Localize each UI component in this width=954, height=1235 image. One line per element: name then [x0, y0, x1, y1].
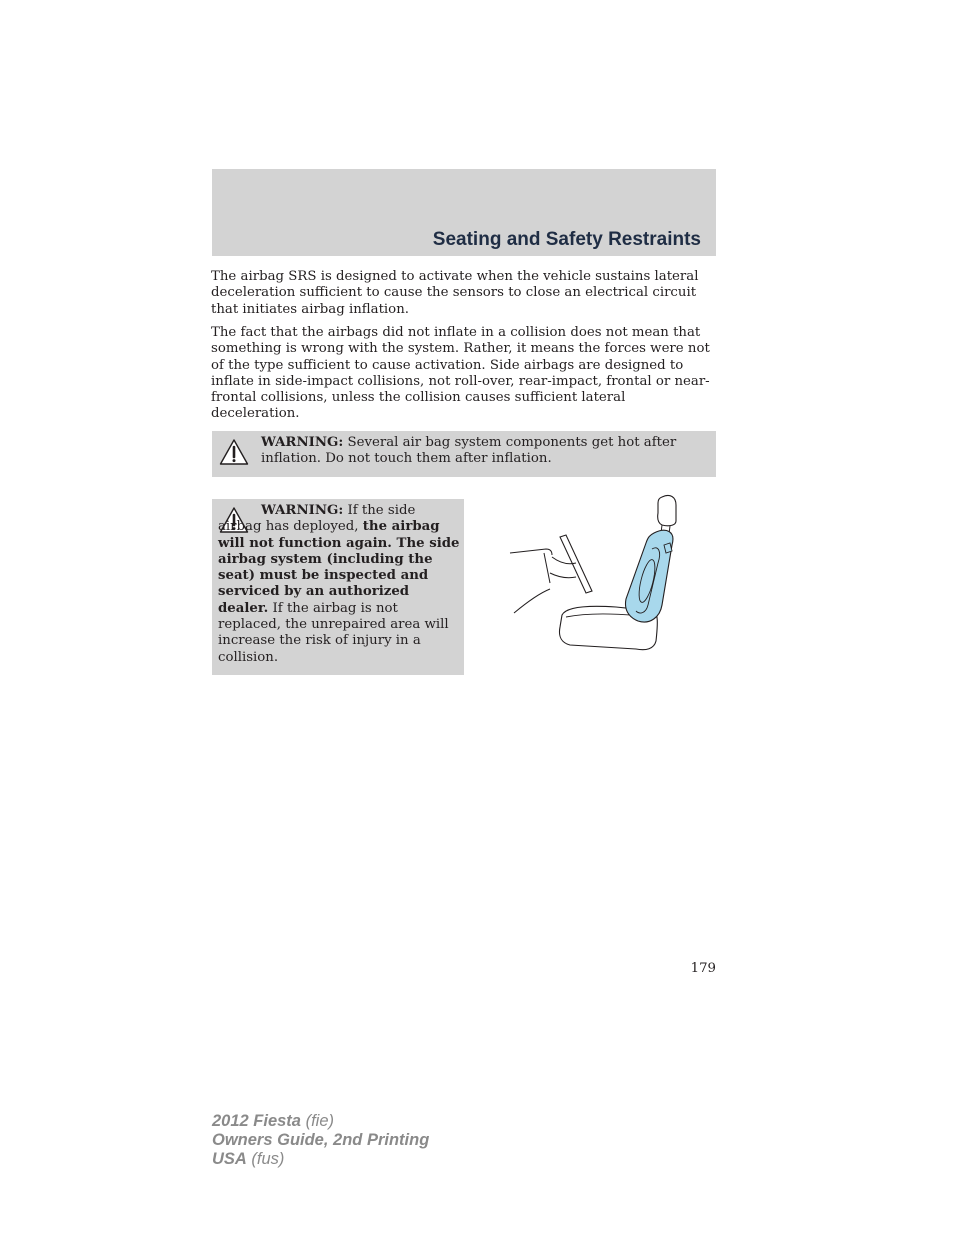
warning-label: WARNING: — [261, 435, 344, 450]
body-paragraph: The airbag SRS is designed to activate when the vehicle sustains lateral deceleration sufficient to cause the sensors to close an electrical circuit that initiates airbag inflation. — [211, 269, 699, 317]
footer-line: 2012 Fiesta (fie) — [212, 1112, 334, 1130]
page-number: 179 — [690, 961, 716, 976]
section-title: Seating and Safety Restraints — [432, 229, 701, 250]
warning-text: WARNING: If the side airbag has deployed, the airbag will not function again. The side airbag system (including the seat) must be inspected and serviced by an authorized dealer. If the airbag is not replaced, the unrepaired area will increase the risk of injury in a collision. — [218, 503, 460, 665]
warning-triangle-icon — [219, 438, 249, 466]
section-header — [212, 169, 716, 256]
footer — [212, 1112, 429, 1169]
warning-text: WARNING: Several air bag system components get hot after inflation. Do not touch them after inflation. — [261, 435, 677, 467]
seat-side-airbag-illustration — [506, 493, 686, 655]
footer-line: Owners Guide, 2nd Printing — [212, 1131, 430, 1149]
warning-box — [212, 431, 716, 477]
warning-box — [212, 499, 464, 675]
warning-label: WARNING: — [261, 503, 344, 518]
body-paragraph: The fact that the airbags did not inflate in a collision does not mean that something is wrong with the system. Rather, it means the forces were not of the type sufficient to cause activation. Side airbags are designed to inflate in side-impact collisions, not roll-over, rear-impact, frontal or near-frontal collisions, unless the collision causes sufficient lateral deceleration. — [211, 325, 710, 422]
footer-line: USA (fus) — [212, 1150, 285, 1168]
